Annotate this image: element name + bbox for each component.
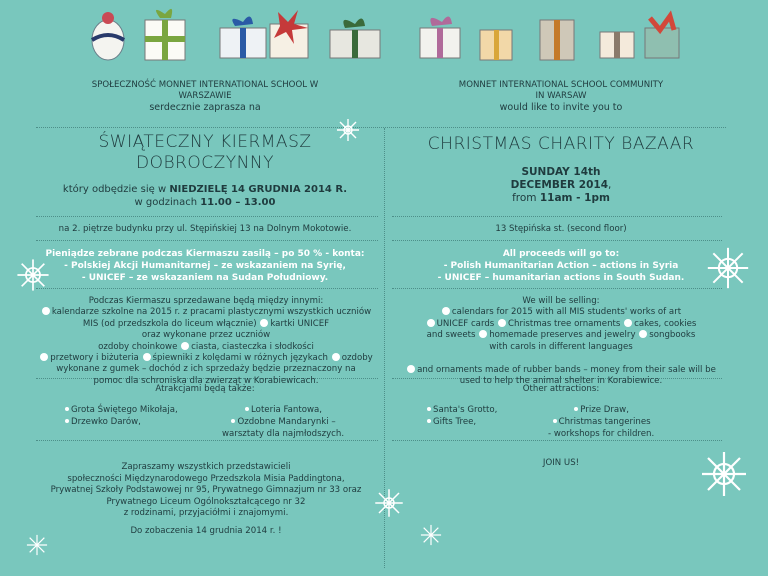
left-title: [40, 132, 370, 174]
right-divider-3: [392, 288, 722, 289]
left-selling-intro: Podczas Kiermaszu sprzedawane będą między innymi:: [88, 296, 324, 306]
attraction-item: - workshops for children.: [548, 429, 655, 439]
left-proceeds-line: - UNICEF – ze wskazaniem na Sudan Południowy.: [81, 273, 329, 283]
right-address: 13 Stępińska st. (second floor): [495, 224, 627, 234]
left-selling-text: kartki UNICEF: [270, 318, 330, 329]
left-selling-text: przetwory i biżuteria: [50, 353, 139, 364]
right-selling: [390, 296, 732, 388]
right-selling-text: homemade preserves and jewelry: [489, 330, 636, 341]
gift-icon: [270, 10, 308, 58]
right-header-line: would like to invite you to: [499, 102, 623, 113]
right-header-line: MONNET INTERNATIONAL SCHOOL COMMUNITY: [458, 80, 664, 90]
left-divider-5: [36, 440, 378, 441]
left-title-line: ŚWIĄTECZNY KIERMASZ: [98, 132, 312, 152]
left-selling-text: ciasta, ciasteczka i słodkości: [191, 341, 314, 352]
right-attractions-list-a: [426, 404, 497, 428]
left-divider-1: [36, 216, 378, 217]
left-attractions-title: Atrakcjami będą także:: [155, 384, 255, 394]
closing-line: Zapraszamy wszystkich przedstawicieli: [121, 462, 291, 472]
left-proceeds-line: Pieniądze zebrane podczas Kiermaszu zasilą – po 50 % - konta:: [45, 249, 365, 259]
attraction-item: Drzewko Darów,: [71, 417, 141, 427]
join-us: JOIN US!: [542, 458, 580, 468]
bullet-icon: [181, 342, 189, 350]
bullet-icon: [498, 319, 506, 327]
bullet-icon: [639, 330, 647, 338]
left-time-prefix: w godzinach: [134, 197, 201, 208]
right-date-bold: DECEMBER 2014: [510, 179, 608, 191]
gift-icon: [420, 16, 460, 58]
bullet-icon: [65, 407, 69, 411]
left-header-line: serdecznie zaprasza na: [149, 102, 261, 113]
bullet-icon: [442, 307, 450, 315]
bullet-icon: [65, 419, 69, 423]
left-attractions-list-a: [64, 404, 178, 428]
bullet-icon: [427, 407, 431, 411]
right-attractions-list-b: [548, 404, 654, 440]
right-selling-text: UNICEF cards: [436, 318, 495, 329]
attraction-item: Ozdobne Mandarynki –: [237, 417, 336, 427]
gift-icon: [540, 20, 574, 60]
left-selling-text: oraz wykonane przez uczniów: [141, 330, 271, 341]
bullet-icon: [42, 307, 50, 315]
closing-line: społeczności Międzynarodowego Przedszkola Misia Paddingtona,: [67, 473, 345, 484]
attraction-item: Grota Świętego Mikołaja,: [71, 405, 178, 415]
bullet-icon: [143, 353, 151, 361]
right-header: [396, 80, 726, 113]
closing-line: Prywatnej Szkoły Podstawowej nr 95, Prywatnego Gimnazjum nr 33 oraz: [50, 485, 362, 496]
bullet-icon: [427, 319, 435, 327]
left-selling-text: wykonane z gumek – dochód z ich sprzedaży będzie przeznaczony na: [56, 364, 356, 375]
left-address: na 2. piętrze budynku przy ul. Stępińskiej 13 na Dolnym Mokotowie.: [58, 224, 352, 234]
bullet-icon: [407, 365, 415, 373]
gift-boxes-banner: [0, 0, 768, 72]
left-header-line: WARSZAWIE: [178, 91, 232, 101]
right-header-line: IN WARSAW: [535, 91, 587, 101]
left-header: [40, 80, 370, 113]
right-divider-2: [392, 240, 722, 241]
attraction-item: warsztaty dla najmłodszych.: [222, 429, 345, 439]
attraction-item: Gifts Tree,: [433, 417, 477, 427]
left-divider-3: [36, 288, 378, 289]
bullet-icon: [260, 319, 268, 327]
bullet-icon: [245, 407, 249, 411]
right-attractions-title: Other attractions:: [522, 384, 600, 394]
left-selling-text: pomoc dla schroniska dla zwierząt w Korabiewicach.: [93, 375, 319, 386]
right-proceeds-line: All proceeds will go to:: [502, 249, 620, 259]
right-selling-text: and ornaments made of rubber bands – money from their sale will be: [417, 365, 716, 376]
right-selling-text: Christmas tree ornaments: [508, 318, 621, 329]
right-selling-text: songbooks: [649, 330, 696, 341]
attraction-item: Santa's Grotto,: [433, 405, 498, 415]
attraction-item: Loteria Fantowa,: [251, 405, 323, 415]
attraction-item: Prize Draw,: [580, 405, 629, 415]
closing-line: z rodzinami, przyjaciółmi i znajomymi.: [123, 508, 289, 519]
left-divider-2: [36, 240, 378, 241]
bullet-icon: [427, 419, 431, 423]
gift-icon: [92, 12, 124, 60]
left-selling-text: ozdoby: [341, 353, 373, 364]
bullet-icon: [553, 419, 557, 423]
bullet-icon: [231, 419, 235, 423]
bullet-icon: [332, 353, 340, 361]
left-selling-text: ozdoby choinkowe: [98, 341, 178, 352]
snowflake-icon: [420, 524, 442, 546]
right-selling-text: and sweets: [426, 330, 476, 341]
right-selling-text: used to help the animal shelter in Korabiewice.: [459, 376, 663, 387]
see-you-line: Do zobaczenia 14 grudnia 2014 r. !: [130, 525, 282, 536]
left-date: [40, 183, 370, 209]
left-selling-text: MIS (od przedszkola do liceum włącznie): [82, 318, 257, 329]
right-selling-text: with carols in different languages: [489, 341, 633, 352]
left-title-line: DOBROCZYNNY: [135, 153, 274, 173]
gift-icon: [145, 9, 185, 60]
left-header-line: SPOŁECZNOŚĆ MONNET INTERNATIONAL SCHOOL W: [91, 80, 319, 90]
left-closing: [30, 462, 382, 538]
right-proceeds-line: - UNICEF – humanitarian actions in South Sudan.: [437, 273, 685, 283]
bullet-icon: [479, 330, 487, 338]
right-selling-text: cakes, cookies: [634, 318, 697, 329]
gift-icon: [220, 16, 266, 58]
gift-icon: [480, 30, 512, 60]
right-proceeds: [396, 248, 726, 284]
bullet-icon: [624, 319, 632, 327]
bullet-icon: [574, 407, 578, 411]
right-selling-intro: We will be selling:: [522, 296, 600, 306]
left-time-bold: 11.00 – 13.00: [200, 197, 276, 208]
left-proceeds-line: - Polskiej Akcji Humanitarnej – ze wskazaniem na Syrię,: [64, 261, 346, 271]
right-date: [396, 166, 726, 205]
left-attractions-list-b: [222, 404, 344, 440]
gift-icon: [330, 18, 380, 58]
left-date-prefix: który odbędzie się w: [62, 184, 170, 195]
left-selling: [30, 296, 382, 387]
left-selling-text: kalendarze szkolne na 2015 r. z pracami plastycznymi wszystkich uczniów: [51, 307, 372, 318]
right-time-prefix: from: [512, 192, 540, 204]
attraction-item: Christmas tangerines: [558, 417, 651, 427]
left-selling-text: śpiewniki z kolędami w różnych językach: [152, 353, 328, 364]
right-divider-5: [392, 440, 722, 441]
left-date-bold: NIEDZIELĘ 14 GRUDNIA 2014 R.: [169, 184, 348, 195]
top-divider: [36, 127, 726, 128]
left-proceeds: [40, 248, 370, 284]
right-selling-text: calendars for 2015 with all MIS students' works of art: [451, 307, 682, 318]
right-time-bold: 11am - 1pm: [539, 192, 610, 204]
right-divider-1: [392, 216, 722, 217]
gift-icon: [600, 32, 634, 58]
closing-line: Prywatnego Liceum Ogólnokształcącego nr 32: [106, 496, 306, 507]
right-date-bold: SUNDAY 14th: [521, 166, 601, 178]
bullet-icon: [40, 353, 48, 361]
right-date-comma: ,: [608, 179, 612, 191]
right-proceeds-line: - Polish Humanitarian Action – actions in Syria: [443, 261, 679, 271]
right-title: CHRISTMAS CHARITY BAZAAR: [427, 134, 695, 154]
gift-icon: [645, 16, 679, 58]
